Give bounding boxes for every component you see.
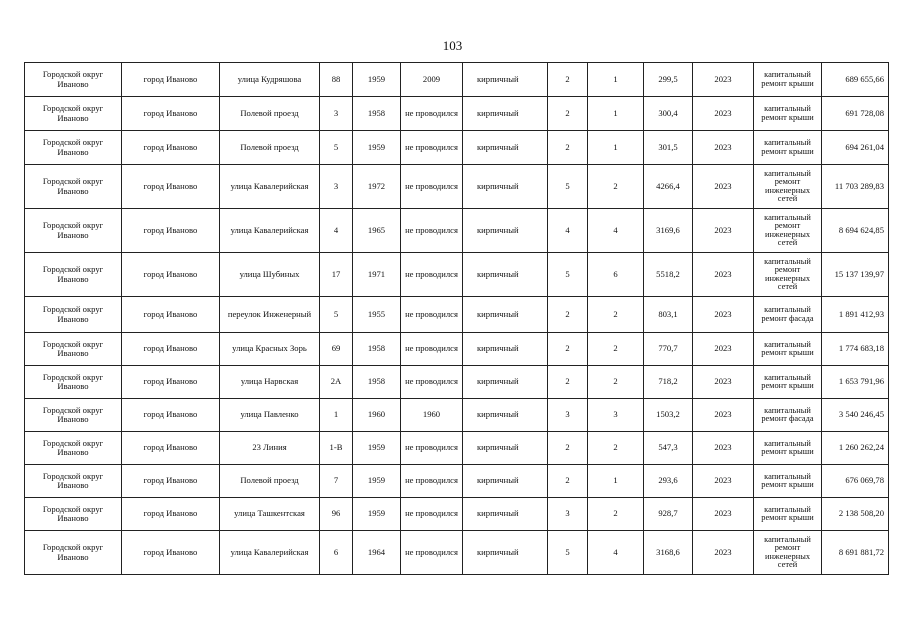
cell-work: капитальный ремонт крыши xyxy=(754,366,822,399)
cell-plan-year: 2023 xyxy=(693,498,754,531)
cell-cost: 1 653 791,96 xyxy=(822,366,889,399)
cell-last-repair: не проводился xyxy=(401,333,463,366)
cell-last-repair: не проводился xyxy=(401,131,463,165)
cell-city: город Иваново xyxy=(122,209,220,253)
cell-material: кирпичный xyxy=(463,63,548,97)
cell-house: 1 xyxy=(320,399,353,432)
cell-house: 3 xyxy=(320,97,353,131)
cell-plan-year: 2023 xyxy=(693,131,754,165)
cell-street: улица Кавалерийская xyxy=(220,531,320,575)
cell-material: кирпичный xyxy=(463,253,548,297)
cell-area: 3168,6 xyxy=(644,531,693,575)
cell-entrances: 1 xyxy=(588,97,644,131)
cell-entrances: 2 xyxy=(588,366,644,399)
cell-district: Городской округ Иваново xyxy=(25,366,122,399)
cell-house: 7 xyxy=(320,465,353,498)
cell-cost: 1 774 683,18 xyxy=(822,333,889,366)
cell-area: 803,1 xyxy=(644,297,693,333)
cell-material: кирпичный xyxy=(463,297,548,333)
cell-cost: 11 703 289,83 xyxy=(822,165,889,209)
cell-floors: 2 xyxy=(548,333,588,366)
cell-house: 2А xyxy=(320,366,353,399)
cell-city: город Иваново xyxy=(122,366,220,399)
cell-material: кирпичный xyxy=(463,531,548,575)
cell-work: капитальный ремонт инженерных сетей xyxy=(754,165,822,209)
cell-plan-year: 2023 xyxy=(693,63,754,97)
cell-city: город Иваново xyxy=(122,531,220,575)
cell-material: кирпичный xyxy=(463,165,548,209)
cell-plan-year: 2023 xyxy=(693,366,754,399)
cell-built: 1959 xyxy=(353,432,401,465)
cell-area: 547,3 xyxy=(644,432,693,465)
cell-city: город Иваново xyxy=(122,498,220,531)
cell-cost: 676 069,78 xyxy=(822,465,889,498)
cell-district: Городской округ Иваново xyxy=(25,498,122,531)
cell-cost: 8 691 881,72 xyxy=(822,531,889,575)
cell-material: кирпичный xyxy=(463,333,548,366)
cell-work: капитальный ремонт крыши xyxy=(754,498,822,531)
table-row xyxy=(25,63,889,97)
cell-cost: 1 260 262,24 xyxy=(822,432,889,465)
cell-material: кирпичный xyxy=(463,131,548,165)
cell-built: 1959 xyxy=(353,465,401,498)
cell-entrances: 2 xyxy=(588,498,644,531)
cell-work: капитальный ремонт крыши xyxy=(754,63,822,97)
cell-material: кирпичный xyxy=(463,209,548,253)
cell-built: 1972 xyxy=(353,165,401,209)
table-body xyxy=(25,63,889,575)
table-row xyxy=(25,333,889,366)
cell-cost: 694 261,04 xyxy=(822,131,889,165)
cell-house: 17 xyxy=(320,253,353,297)
cell-city: город Иваново xyxy=(122,253,220,297)
cell-street: улица Шубиных xyxy=(220,253,320,297)
cell-house: 5 xyxy=(320,131,353,165)
cell-last-repair: не проводился xyxy=(401,253,463,297)
cell-area: 928,7 xyxy=(644,498,693,531)
cell-last-repair: не проводился xyxy=(401,297,463,333)
table-row xyxy=(25,531,889,575)
cell-floors: 5 xyxy=(548,531,588,575)
cell-cost: 15 137 139,97 xyxy=(822,253,889,297)
cell-last-repair: 2009 xyxy=(401,63,463,97)
cell-built: 1959 xyxy=(353,131,401,165)
cell-floors: 2 xyxy=(548,465,588,498)
cell-district: Городской округ Иваново xyxy=(25,253,122,297)
cell-plan-year: 2023 xyxy=(693,253,754,297)
cell-material: кирпичный xyxy=(463,366,548,399)
cell-built: 1959 xyxy=(353,498,401,531)
cell-entrances: 1 xyxy=(588,465,644,498)
cell-material: кирпичный xyxy=(463,498,548,531)
cell-built: 1960 xyxy=(353,399,401,432)
cell-last-repair: не проводился xyxy=(401,531,463,575)
cell-built: 1958 xyxy=(353,333,401,366)
cell-street: улица Нарвская xyxy=(220,366,320,399)
cell-street: улица Кавалерийская xyxy=(220,209,320,253)
cell-cost: 691 728,08 xyxy=(822,97,889,131)
cell-plan-year: 2023 xyxy=(693,333,754,366)
cell-street: переулок Инженерный xyxy=(220,297,320,333)
cell-house: 88 xyxy=(320,63,353,97)
cell-entrances: 2 xyxy=(588,432,644,465)
cell-last-repair: не проводился xyxy=(401,432,463,465)
cell-city: город Иваново xyxy=(122,432,220,465)
cell-work: капитальный ремонт крыши xyxy=(754,97,822,131)
cell-material: кирпичный xyxy=(463,465,548,498)
table-row xyxy=(25,432,889,465)
cell-last-repair: не проводился xyxy=(401,498,463,531)
cell-plan-year: 2023 xyxy=(693,531,754,575)
cell-street: улица Кудряшова xyxy=(220,63,320,97)
cell-built: 1959 xyxy=(353,63,401,97)
cell-work: капитальный ремонт инженерных сетей xyxy=(754,531,822,575)
cell-entrances: 4 xyxy=(588,209,644,253)
cell-street: Полевой проезд xyxy=(220,465,320,498)
cell-district: Городской округ Иваново xyxy=(25,131,122,165)
cell-area: 293,6 xyxy=(644,465,693,498)
cell-street: Полевой проезд xyxy=(220,97,320,131)
cell-floors: 2 xyxy=(548,63,588,97)
cell-entrances: 1 xyxy=(588,131,644,165)
cell-district: Городской округ Иваново xyxy=(25,63,122,97)
cell-work: капитальный ремонт крыши xyxy=(754,432,822,465)
cell-built: 1955 xyxy=(353,297,401,333)
table-row xyxy=(25,366,889,399)
cell-floors: 5 xyxy=(548,165,588,209)
cell-floors: 2 xyxy=(548,131,588,165)
table-row xyxy=(25,253,889,297)
cell-street: улица Ташкентская xyxy=(220,498,320,531)
cell-area: 770,7 xyxy=(644,333,693,366)
cell-street: улица Кавалерийская xyxy=(220,165,320,209)
cell-street: 23 Линия xyxy=(220,432,320,465)
cell-plan-year: 2023 xyxy=(693,432,754,465)
cell-city: город Иваново xyxy=(122,333,220,366)
cell-district: Городской округ Иваново xyxy=(25,209,122,253)
cell-area: 5518,2 xyxy=(644,253,693,297)
cell-floors: 4 xyxy=(548,209,588,253)
cell-street: улица Красных Зорь xyxy=(220,333,320,366)
cell-floors: 2 xyxy=(548,432,588,465)
cell-house: 3 xyxy=(320,165,353,209)
cell-house: 4 xyxy=(320,209,353,253)
cell-work: капитальный ремонт крыши xyxy=(754,465,822,498)
cell-work: капитальный ремонт фасада xyxy=(754,399,822,432)
cell-district: Городской округ Иваново xyxy=(25,97,122,131)
table-row xyxy=(25,97,889,131)
cell-city: город Иваново xyxy=(122,399,220,432)
cell-plan-year: 2023 xyxy=(693,399,754,432)
cell-last-repair: не проводился xyxy=(401,165,463,209)
cell-house: 69 xyxy=(320,333,353,366)
cell-district: Городской округ Иваново xyxy=(25,165,122,209)
cell-material: кирпичный xyxy=(463,399,548,432)
cell-area: 3169,6 xyxy=(644,209,693,253)
cell-entrances: 2 xyxy=(588,297,644,333)
table-row xyxy=(25,131,889,165)
cell-material: кирпичный xyxy=(463,97,548,131)
cell-floors: 3 xyxy=(548,399,588,432)
cell-street: Полевой проезд xyxy=(220,131,320,165)
table-row xyxy=(25,465,889,498)
table-row xyxy=(25,498,889,531)
cell-house: 1-В xyxy=(320,432,353,465)
cell-house: 96 xyxy=(320,498,353,531)
cell-plan-year: 2023 xyxy=(693,165,754,209)
cell-last-repair: не проводился xyxy=(401,97,463,131)
cell-floors: 3 xyxy=(548,498,588,531)
cell-entrances: 4 xyxy=(588,531,644,575)
cell-cost: 8 694 624,85 xyxy=(822,209,889,253)
cell-plan-year: 2023 xyxy=(693,465,754,498)
table-row xyxy=(25,165,889,209)
cell-built: 1971 xyxy=(353,253,401,297)
cell-entrances: 2 xyxy=(588,165,644,209)
cell-work: капитальный ремонт инженерных сетей xyxy=(754,209,822,253)
cell-city: город Иваново xyxy=(122,165,220,209)
cell-plan-year: 2023 xyxy=(693,209,754,253)
cell-area: 718,2 xyxy=(644,366,693,399)
cell-house: 5 xyxy=(320,297,353,333)
cell-cost: 689 655,66 xyxy=(822,63,889,97)
cell-house: 6 xyxy=(320,531,353,575)
cell-last-repair: не проводился xyxy=(401,366,463,399)
cell-cost: 3 540 246,45 xyxy=(822,399,889,432)
cell-city: город Иваново xyxy=(122,131,220,165)
cell-work: капитальный ремонт крыши xyxy=(754,131,822,165)
cell-floors: 2 xyxy=(548,97,588,131)
cell-entrances: 3 xyxy=(588,399,644,432)
cell-district: Городской округ Иваново xyxy=(25,531,122,575)
cell-district: Городской округ Иваново xyxy=(25,465,122,498)
cell-cost: 2 138 508,20 xyxy=(822,498,889,531)
cell-district: Городской округ Иваново xyxy=(25,333,122,366)
cell-last-repair: 1960 xyxy=(401,399,463,432)
repair-registry-table xyxy=(24,62,889,575)
cell-street: улица Павленко xyxy=(220,399,320,432)
cell-area: 1503,2 xyxy=(644,399,693,432)
cell-area: 300,4 xyxy=(644,97,693,131)
cell-built: 1965 xyxy=(353,209,401,253)
cell-built: 1964 xyxy=(353,531,401,575)
table-row xyxy=(25,399,889,432)
cell-cost: 1 891 412,93 xyxy=(822,297,889,333)
cell-entrances: 2 xyxy=(588,333,644,366)
cell-floors: 5 xyxy=(548,253,588,297)
cell-material: кирпичный xyxy=(463,432,548,465)
cell-city: город Иваново xyxy=(122,465,220,498)
cell-last-repair: не проводился xyxy=(401,209,463,253)
cell-area: 301,5 xyxy=(644,131,693,165)
cell-built: 1958 xyxy=(353,366,401,399)
cell-city: город Иваново xyxy=(122,97,220,131)
page-number: 103 xyxy=(442,38,463,53)
cell-district: Городской округ Иваново xyxy=(25,432,122,465)
cell-district: Городской округ Иваново xyxy=(25,297,122,333)
cell-built: 1958 xyxy=(353,97,401,131)
cell-floors: 2 xyxy=(548,366,588,399)
cell-work: капитальный ремонт инженерных сетей xyxy=(754,253,822,297)
cell-entrances: 1 xyxy=(588,63,644,97)
cell-last-repair: не проводился xyxy=(401,465,463,498)
cell-area: 4266,4 xyxy=(644,165,693,209)
cell-work: капитальный ремонт фасада xyxy=(754,297,822,333)
cell-area: 299,5 xyxy=(644,63,693,97)
cell-district: Городской округ Иваново xyxy=(25,399,122,432)
cell-plan-year: 2023 xyxy=(693,297,754,333)
cell-floors: 2 xyxy=(548,297,588,333)
cell-city: город Иваново xyxy=(122,297,220,333)
cell-work: капитальный ремонт крыши xyxy=(754,333,822,366)
cell-city: город Иваново xyxy=(122,63,220,97)
table-row xyxy=(25,209,889,253)
table-row xyxy=(25,297,889,333)
cell-plan-year: 2023 xyxy=(693,97,754,131)
cell-entrances: 6 xyxy=(588,253,644,297)
